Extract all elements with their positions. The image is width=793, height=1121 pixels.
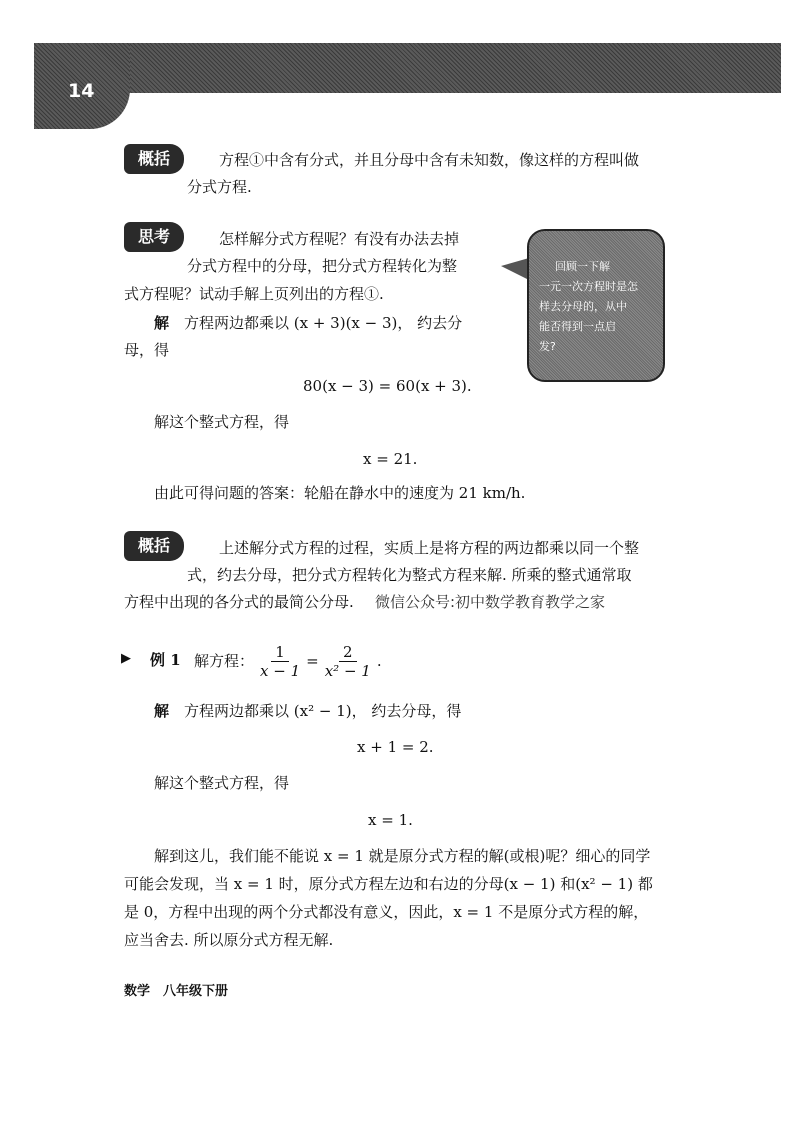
example1-end: . xyxy=(376,652,382,670)
example-arrow-icon: ▶ xyxy=(121,651,131,666)
label-summary-2: 概括 xyxy=(124,531,184,561)
think-line-2: 分式方程中的分母，把分式方程转化为整 xyxy=(187,257,458,275)
label-think: 思考 xyxy=(124,222,184,252)
solution1-line-2: 母，得 xyxy=(124,341,170,359)
bubble-line-4: 能否得到一点启 xyxy=(539,320,616,333)
fraction-lhs-numerator: 1 xyxy=(271,643,289,662)
fraction-rhs-denominator: x² − 1 xyxy=(324,661,371,680)
footer-book-title: 数学 八年级下册 xyxy=(124,984,229,999)
example1-prompt: 解方程： xyxy=(194,652,255,670)
summary2-line-1: 上述解分式方程的过程，实质上是将方程的两边都乘以同一个整 xyxy=(219,539,640,557)
solution-label-1: 解 xyxy=(154,314,170,332)
bubble-line-3: 样去分母的，从中 xyxy=(539,300,627,313)
equation-80: 80(x − 3) = 60(x + 3). xyxy=(303,377,472,395)
summary1-line-1: 方程①中含有分式，并且分母中含有未知数，像这样的方程叫做 xyxy=(219,151,640,169)
equals-sign: = xyxy=(306,652,319,670)
equation-x21: x = 21. xyxy=(363,450,418,468)
solve-text-1: 解这个整式方程，得 xyxy=(154,413,290,431)
bubble-line-1: 回顾一下解 xyxy=(555,260,610,273)
think-line-3: 式方程呢？试动手解上页列出的方程①. xyxy=(124,285,384,303)
solution1-line-1: 方程两边都乘以 (x + 3)(x − 3)， 约去分 xyxy=(184,314,463,332)
think-line-1: 怎样解分式方程呢？有没有办法去掉 xyxy=(219,230,460,248)
solution-label-2: 解 xyxy=(154,702,170,720)
header-band xyxy=(34,43,781,93)
answer-text: 由此可得问题的答案：轮船在静水中的速度为 21 km/h. xyxy=(154,484,526,502)
fraction-lhs-denominator: x − 1 xyxy=(260,661,301,680)
example1-equation xyxy=(194,641,382,681)
example1-solution: 方程两边都乘以 (x² − 1)， 约去分母，得 xyxy=(184,702,462,720)
speech-bubble xyxy=(527,229,665,382)
watermark-text: 微信公众号:初中数学教育教学之家 xyxy=(375,593,606,611)
page-number: 14 xyxy=(68,80,95,102)
summary1-line-2: 分式方程. xyxy=(187,178,252,196)
summary2-line-2: 式，约去分母，把分式方程转化为整式方程来解. 所乘的整式通常取 xyxy=(187,566,632,584)
discussion-line-4: 应当舍去. 所以原分式方程无解. xyxy=(124,931,334,949)
fraction-rhs-numerator: 2 xyxy=(339,643,357,662)
equation-x-eq-1: x = 1. xyxy=(368,811,413,829)
example1-title: 例 1 xyxy=(150,651,181,669)
discussion-line-3: 是 0，方程中出现的两个分式都没有意义，因此，x = 1 不是原分式方程的解， xyxy=(124,903,649,921)
fraction-rhs xyxy=(321,643,375,680)
bubble-line-5: 发? xyxy=(539,340,556,353)
equation-x1-2: x + 1 = 2. xyxy=(357,738,434,756)
solve-text-2: 解这个整式方程，得 xyxy=(154,774,290,792)
discussion-line-1: 解到这儿，我们能不能说 x = 1 就是原分式方程的解(或根)呢？细心的同学 xyxy=(154,847,651,865)
summary2-line-3: 方程中出现的各分式的最简公分母. xyxy=(124,593,354,611)
speech-bubble-tail xyxy=(501,258,529,280)
discussion-line-2: 可能会发现，当 x = 1 时，原分式方程左边和右边的分母(x − 1) 和(x² − 1) 都 xyxy=(124,875,653,893)
label-summary-1: 概括 xyxy=(124,144,184,174)
bubble-line-2: 一元一次方程时是怎 xyxy=(539,280,638,293)
fraction-lhs xyxy=(256,643,304,680)
